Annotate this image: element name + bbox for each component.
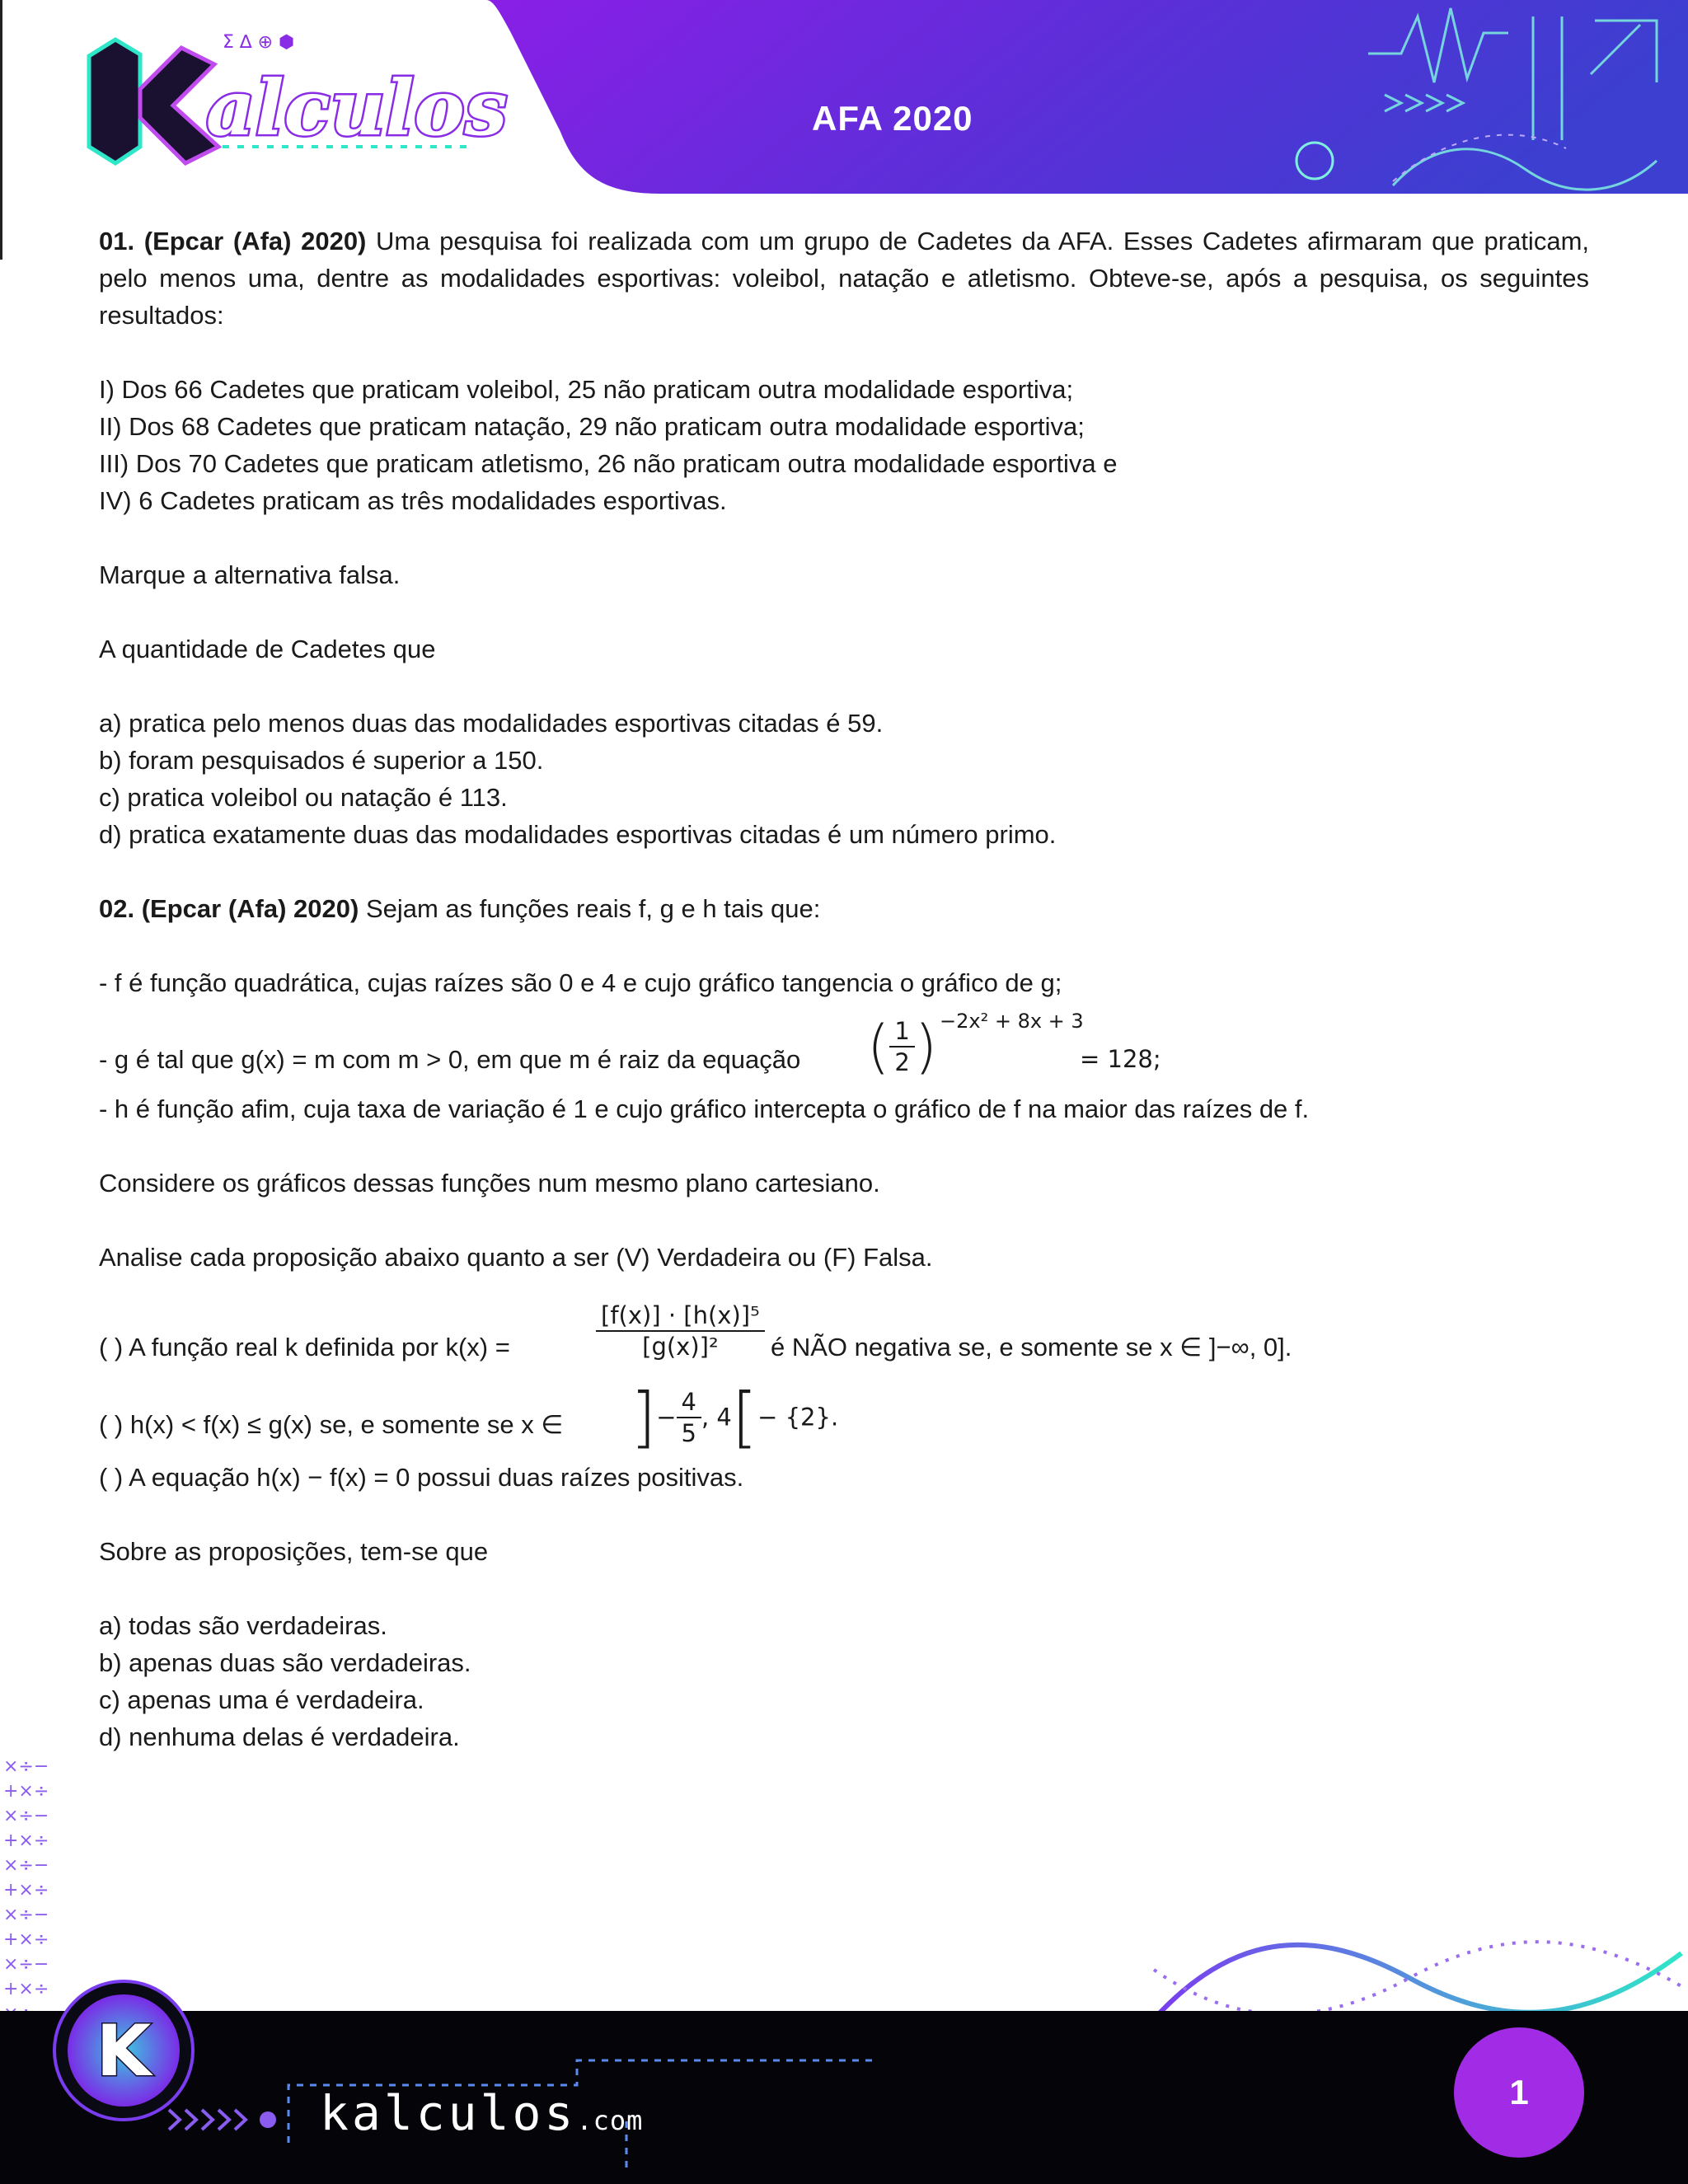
q2-proposition-1 [99, 1294, 1589, 1385]
q1-number: 01. [99, 227, 135, 255]
svg-text:+×÷: +×÷ [3, 1979, 49, 1999]
q2-prop1-text: ( ) A função real k definida por k(x) = [99, 1333, 510, 1361]
svg-text:×÷−: ×÷− [3, 1855, 49, 1876]
q2-proposition-3: ( ) A equação h(x) − f(x) = 0 possui duas raízes positivas. [99, 1463, 744, 1492]
q1-item-1: I) Dos 66 Cadetes que praticam voleibol, 25 não praticam outra modalidade esportiva; [99, 375, 1074, 404]
svg-text:Σ ∆ ⊕ ⬢: Σ ∆ ⊕ ⬢ [223, 32, 295, 53]
q2-prop2-exclusion: − {2}. [757, 1403, 839, 1432]
left-margin-rule [0, 0, 2, 260]
q2-intro-text: Sejam as funções reais f, g e h tais que: [365, 894, 821, 923]
q2-intro [99, 890, 1589, 927]
q1-source: (Epcar (Afa) 2020) [143, 227, 367, 255]
exam-title: AFA 2020 [812, 99, 973, 138]
q2-g-frac-num: 1 [889, 1016, 914, 1047]
q2-prop1-den: [g(x)]² [642, 1333, 719, 1361]
q1-stem: A quantidade de Cadetes que [99, 635, 436, 663]
q1-item-2: II) Dos 68 Cadetes que praticam natação, 29 não praticam outra modalidade esportiva; [99, 412, 1085, 441]
site-name[interactable]: kalculos [320, 2085, 577, 2141]
q2-g-frac-den: 2 [894, 1048, 910, 1076]
page-number-badge [1454, 2027, 1584, 2158]
q2-option-b: b) apenas duas são verdadeiras. [99, 1648, 471, 1677]
q2-g-result: = 128; [1080, 1045, 1161, 1073]
q2-prop1-fraction [596, 1301, 765, 1361]
svg-text:+×÷: +×÷ [3, 1781, 49, 1802]
exam-content [99, 223, 1589, 1755]
q2-option-d: d) nenhuma delas é verdadeira. [99, 1722, 460, 1751]
q2-prop2-num: 4 [677, 1387, 701, 1418]
q2-f-definition: - f é função quadrática, cujas raízes são 0 e 4 e cujo gráfico tangencia o gráfico de g; [99, 968, 1062, 997]
site-tld[interactable]: .com [576, 2105, 644, 2136]
q2-prop2-text: ( ) h(x) < f(x) ≤ g(x) se, e somente se x ∈ [99, 1410, 564, 1439]
q1-instruction: Marque a alternativa falsa. [99, 560, 401, 589]
svg-text:+×÷: +×÷ [3, 1830, 49, 1851]
q2-prop2-den: 5 [681, 1419, 696, 1447]
q2-prop1-num: [f(x)] · [h(x)]⁵ [596, 1301, 765, 1332]
q2-prop2-interval: ]− $\frac{4}{5}$ , 4[− {2}. [631, 1379, 839, 1455]
q2-consider: Considere os gráficos dessas funções num mesmo plano cartesiano. [99, 1169, 880, 1197]
q2-option-c: c) apenas uma é verdadeira. [99, 1685, 424, 1714]
q1-option-a: a) pratica pelo menos duas das modalidades esportivas citadas é 59. [99, 709, 884, 738]
site-url[interactable] [320, 2085, 643, 2141]
svg-text:×÷−: ×÷− [3, 1954, 49, 1975]
q2-option-a: a) todas são verdadeiras. [99, 1611, 387, 1640]
badge-letter: K [96, 2010, 152, 2093]
q1-option-c: c) pratica voleibol ou natação é 113. [99, 783, 508, 812]
q2-prop1-tail: é NÃO negativa se, e somente se x ∈ ]−∞, 0]. [771, 1333, 1292, 1361]
q1-intro-text: Uma pesquisa foi realizada com um grupo de Cadetes da AFA. Esses Cadetes afirmaram que praticam, pelo menos uma, dentre as modalidades esportivas: voleibol, natação e atletismo. Obteve-se, após a pesquisa, os seguintes resultados: [99, 227, 1589, 330]
page-number: 1 [1509, 2073, 1529, 2111]
q2-source: (Epcar (Afa) 2020) [141, 894, 359, 923]
q2-g-definition [99, 1008, 1589, 1090]
svg-text:×÷−: ×÷− [3, 1905, 49, 1925]
q1-item-3: III) Dos 70 Cadetes que praticam atletismo, 26 não praticam outra modalidade esportiva e [99, 449, 1118, 478]
q2-h-definition: - h é função afim, cuja taxa de variação é 1 e cujo gráfico intercepta o gráfico de f na maior das raízes de f. [99, 1094, 1310, 1123]
q2-stem: Sobre as proposições, tem-se que [99, 1537, 489, 1566]
page-header [0, 0, 1688, 194]
q2-proposition-2 [99, 1379, 1589, 1459]
svg-text:alculos: alculos [206, 63, 508, 152]
kalculos-logo [82, 23, 511, 171]
q2-prop2-upper: , 4 [701, 1403, 732, 1432]
svg-text:×÷−: ×÷− [3, 1756, 49, 1777]
q2-g-equation: ( $\frac{1}{2}$ ) [867, 1013, 938, 1080]
q1-item-4: IV) 6 Cadetes praticam as três modalidades esportivas. [99, 486, 727, 515]
svg-text:+×÷: +×÷ [3, 1929, 49, 1950]
q1-intro [99, 223, 1589, 334]
q2-analyze: Analise cada proposição abaixo quanto a ser (V) Verdadeira ou (F) Falsa. [99, 1243, 933, 1272]
q2-number: 02. [99, 894, 135, 923]
q2-g-exponent: −2x² + 8x + 3 [940, 1010, 1084, 1033]
svg-text:+×÷: +×÷ [3, 1880, 49, 1900]
q2-g-text: - g é tal que g(x) = m com m > 0, em que m é raiz da equação [99, 1045, 801, 1074]
q1-option-b: b) foram pesquisados é superior a 150. [99, 746, 544, 775]
k-badge-icon [51, 1978, 196, 2123]
q1-option-d: d) pratica exatamente duas das modalidades esportivas citadas é um número primo. [99, 820, 1057, 849]
svg-text:×÷−: ×÷− [3, 1806, 49, 1826]
